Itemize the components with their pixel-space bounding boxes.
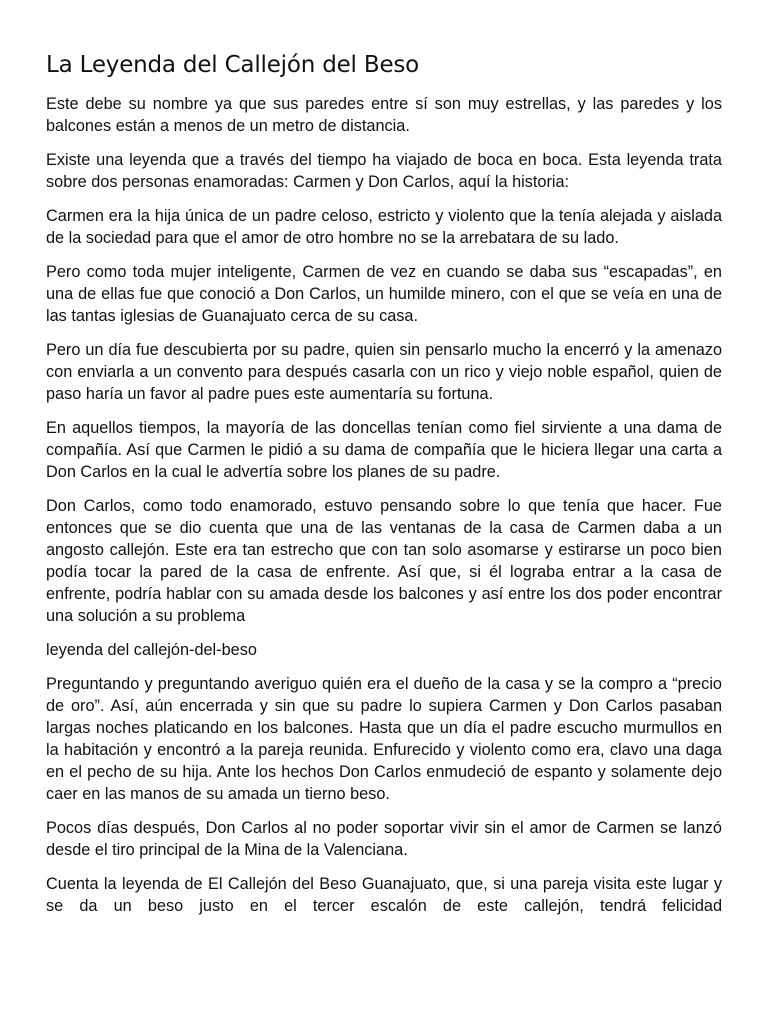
document-body — [46, 93, 722, 929]
paragraph: Don Carlos, como todo enamorado, estuvo pensando sobre lo que tenía que hacer. Fue entonces que se dio cuenta que una de las ventanas de la casa de Carmen daba a un angosto callejón. Este era tan estrecho que con tan solo asomarse y estirarse un poco bien podía tocar la pared de la casa de enfrente. Así que, si él lograba entrar a la casa de enfrente, podría hablar con su amada desde los balcones y así entre los dos poder encontrar una solución a su problema — [46, 497, 722, 625]
paragraph: Existe una leyenda que a través del tiempo ha viajado de boca en boca. Esta leyenda trata sobre dos personas enamoradas: Carmen y Don Carlos, aquí la historia: — [46, 151, 722, 191]
paragraph: Pocos días después, Don Carlos al no poder soportar vivir sin el amor de Carmen se lanzó desde el tiro principal de la Mina de la Valenciana. — [46, 819, 722, 859]
paragraph: Este debe su nombre ya que sus paredes entre sí son muy estrellas, y las paredes y los balcones están a menos de un metro de distancia. — [46, 95, 722, 135]
paragraph: Carmen era la hija única de un padre celoso, estricto y violento que la tenía alejada y aislada de la sociedad para que el amor de otro hombre no se la arrebatara de su lado. — [46, 207, 722, 247]
paragraph: Pero un día fue descubierta por su padre, quien sin pensarlo mucho la encerró y la amenazo con enviarla a un convento para después casarla con un rico y viejo noble español, quien de paso haría un favor al padre pues este aumentaría su fortuna. — [46, 341, 722, 403]
paragraph: Pero como toda mujer inteligente, Carmen de vez en cuando se daba sus “escapadas”, en una de ellas fue que conoció a Don Carlos, un humilde minero, con el que se veía en una de las tantas iglesias de Guanajuato cerca de su casa. — [46, 263, 722, 325]
paragraph: leyenda del callejón-del-beso — [46, 641, 257, 659]
document-title: La Leyenda del Callejón del Beso — [46, 52, 420, 78]
paragraph: Preguntando y preguntando averiguo quién era el dueño de la casa y se la compro a “precio de oro”. Así, aún encerrada y sin que su padre lo supiera Carmen y Don Carlos pasaban largas noches platicando en los balcones. Hasta que un día el padre escucho murmullos en la habitación y encontró a la pareja reunida. Enfurecido y violento como era, clavo una daga en el pecho de su hija. Ante los hechos Don Carlos enmudeció de espanto y solamente dejo caer en las manos de su amada un tierno beso. — [46, 675, 722, 803]
paragraph: En aquellos tiempos, la mayoría de las doncellas tenían como fiel sirviente a una dama de compañía. Así que Carmen le pidió a su dama de compañía que le hiciera llegar una carta a Don Carlos en la cual le advertía sobre los planes de su padre. — [46, 419, 722, 481]
paragraph: Cuenta la leyenda de El Callejón del Beso Guanajuato, que, si una pareja visita este lugar y se da un beso justo en el tercer escalón de este callejón, tendrá felicidad — [46, 875, 722, 915]
